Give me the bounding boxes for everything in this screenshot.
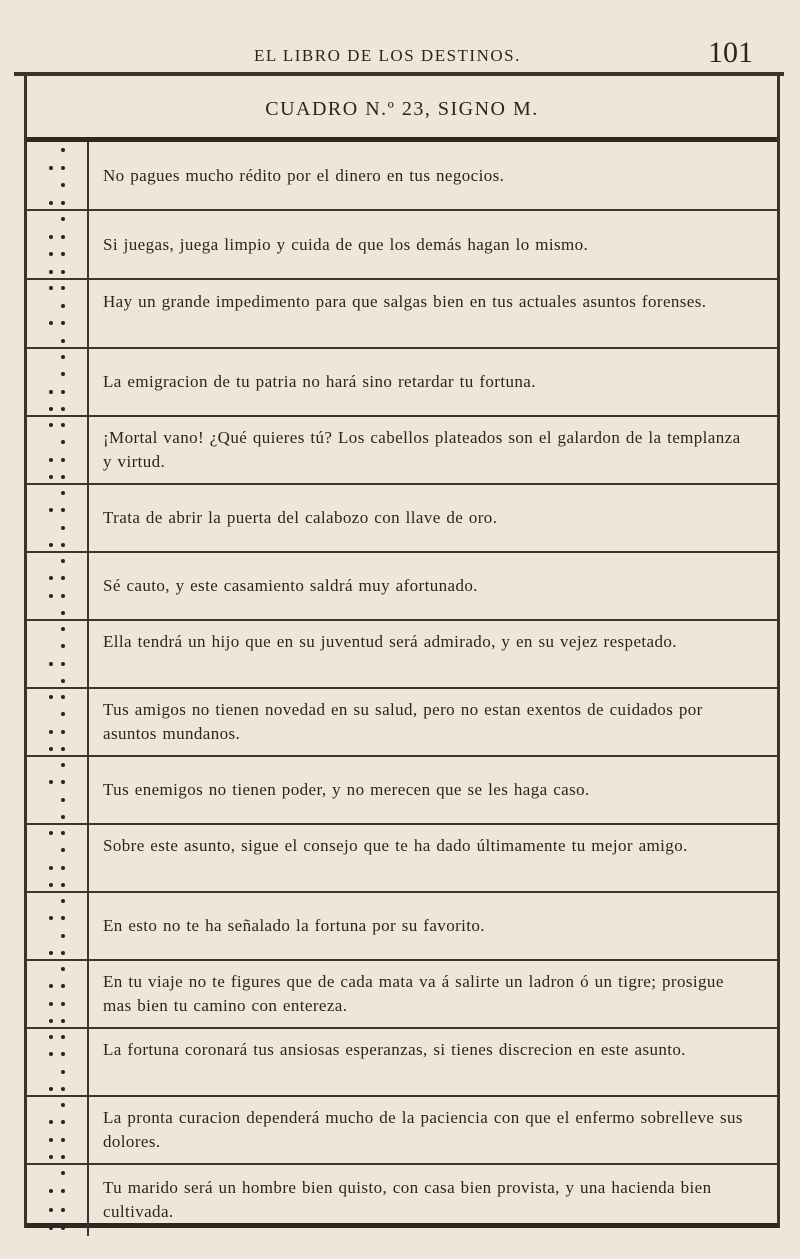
dot-mark [61, 951, 65, 955]
running-title: EL LIBRO DE LOS DESTINOS. [254, 46, 521, 65]
dot-mark [61, 440, 65, 444]
dot-mark [61, 1087, 65, 1091]
dot-mark [61, 1120, 65, 1124]
dot-cell [27, 621, 89, 687]
dot-cell [27, 757, 89, 823]
dot-mark [49, 730, 53, 734]
oracle-text: Tus amigos no tienen novedad en su salud, pero no estan exentos de cuidados por asuntos mundanos. [103, 700, 703, 743]
dot-mark [49, 780, 53, 784]
dot-cell [27, 1165, 89, 1236]
dot-mark [61, 1103, 65, 1107]
dot-mark [61, 611, 65, 615]
dot-mark [49, 831, 53, 835]
dot-mark [61, 883, 65, 887]
dot-mark [49, 475, 53, 479]
table-row [27, 349, 777, 417]
oracle-text: Sobre este asunto, sigue el consejo que te ha dado últimamente tu mejor amigo. [103, 836, 688, 855]
dot-mark [61, 1070, 65, 1074]
dot-mark [61, 201, 65, 205]
dot-mark [61, 355, 65, 359]
table-rows [27, 142, 777, 1236]
dot-mark [49, 166, 53, 170]
oracle-table [24, 76, 780, 1228]
oracle-text: ¡Mortal vano! ¿Qué quieres tú? Los cabellos plateados son el galardon de la templanza y virtud. [103, 428, 741, 471]
dot-mark [61, 695, 65, 699]
dot-cell [27, 689, 89, 755]
dot-mark [61, 712, 65, 716]
oracle-text: No pagues mucho rédito por el dinero en tus negocios. [103, 165, 505, 185]
dot-mark [61, 644, 65, 648]
dot-mark [49, 695, 53, 699]
dot-mark [61, 543, 65, 547]
dot-mark [49, 1226, 53, 1230]
dot-mark [49, 407, 53, 411]
dot-mark [61, 763, 65, 767]
dot-mark [61, 1226, 65, 1230]
dot-mark [61, 848, 65, 852]
dot-mark [61, 780, 65, 784]
dot-mark [61, 252, 65, 256]
dot-cell [27, 893, 89, 959]
dot-mark [49, 235, 53, 239]
dot-mark [61, 679, 65, 683]
dot-mark [61, 407, 65, 411]
dot-mark [61, 1189, 65, 1193]
dot-mark [61, 798, 65, 802]
dot-mark [49, 883, 53, 887]
dot-cell [27, 142, 89, 209]
dot-mark [49, 1087, 53, 1091]
dot-mark [61, 270, 65, 274]
oracle-text: La pronta curacion dependerá mucho de la paciencia con que el enfermo sobrelleve sus dolores. [103, 1108, 743, 1151]
dot-mark [49, 1035, 53, 1039]
dot-mark [61, 183, 65, 187]
dot-mark [61, 217, 65, 221]
dot-mark [61, 730, 65, 734]
dot-mark [61, 372, 65, 376]
dot-mark [61, 559, 65, 563]
dot-mark [61, 662, 65, 666]
page-number: 101 [708, 36, 753, 69]
dot-mark [61, 934, 65, 938]
dot-mark [61, 815, 65, 819]
dot-mark [61, 491, 65, 495]
page-header [0, 36, 800, 76]
dot-mark [61, 627, 65, 631]
dot-mark [49, 1052, 53, 1056]
dot-mark [49, 543, 53, 547]
dot-mark [49, 866, 53, 870]
dot-mark [61, 1052, 65, 1056]
oracle-text: Tu marido será un hombre bien quisto, con casa bien provista, y una hacienda bien cultivada. [103, 1177, 712, 1221]
dot-mark [49, 1189, 53, 1193]
dot-mark [49, 1155, 53, 1159]
table-row [27, 961, 777, 1029]
table-row [27, 689, 777, 757]
dot-mark [61, 866, 65, 870]
dot-mark [49, 458, 53, 462]
oracle-text: La emigracion de tu patria no hará sino retardar tu fortuna. [103, 372, 536, 391]
table-row [27, 553, 777, 621]
dot-mark [49, 423, 53, 427]
dot-cell [27, 485, 89, 551]
dot-cell [27, 280, 89, 347]
dot-mark [61, 475, 65, 479]
dot-cell [27, 553, 89, 619]
dot-mark [61, 423, 65, 427]
dot-mark [61, 508, 65, 512]
oracle-text: En esto no te ha señalado la fortuna por su favorito. [103, 916, 485, 935]
dot-mark [61, 526, 65, 530]
dot-mark [49, 1002, 53, 1006]
dot-mark [49, 1208, 53, 1212]
oracle-text: Tus enemigos no tienen poder, y no merecen que se les haga caso. [103, 780, 590, 799]
dot-mark [61, 339, 65, 343]
dot-mark [61, 1208, 65, 1212]
dot-mark [61, 1171, 65, 1175]
dot-cell [27, 1097, 89, 1163]
dot-mark [49, 286, 53, 290]
table-row [27, 825, 777, 893]
dot-mark [61, 1155, 65, 1159]
table-caption [27, 76, 777, 142]
dot-mark [61, 166, 65, 170]
table-row [27, 757, 777, 825]
dot-mark [61, 148, 65, 152]
table-row [27, 1165, 777, 1236]
dot-mark [61, 967, 65, 971]
dot-mark [61, 576, 65, 580]
table-caption-text: CUADRO N.º 23, SIGNO M. [265, 98, 539, 120]
dot-mark [49, 201, 53, 205]
table-row [27, 142, 777, 211]
dot-mark [61, 747, 65, 751]
table-row [27, 1029, 777, 1097]
dot-mark [49, 1120, 53, 1124]
dot-mark [61, 458, 65, 462]
dot-mark [49, 984, 53, 988]
dot-mark [61, 1138, 65, 1142]
dot-mark [61, 304, 65, 308]
dot-mark [49, 916, 53, 920]
dot-cell [27, 825, 89, 891]
dot-mark [49, 662, 53, 666]
table-row [27, 893, 777, 961]
table-row [27, 485, 777, 553]
table-row [27, 621, 777, 689]
dot-cell [27, 211, 89, 278]
dot-mark [61, 286, 65, 290]
dot-mark [61, 916, 65, 920]
table-row [27, 1097, 777, 1165]
oracle-text: Sé cauto, y este casamiento saldrá muy afortunado. [103, 576, 478, 595]
oracle-text: En tu viaje no te figures que de cada mata va á salirte un ladron ó un tigre; prosigue mas bien tu camino con entereza. [103, 972, 724, 1015]
dot-mark [49, 747, 53, 751]
dot-cell [27, 961, 89, 1027]
oracle-text: La fortuna coronará tus ansiosas esperanzas, si tienes discrecion en este asunto. [103, 1040, 686, 1059]
dot-mark [49, 576, 53, 580]
oracle-text: Ella tendrá un hijo que en su juventud será admirado, y en su vejez respetado. [103, 632, 677, 651]
dot-cell [27, 417, 89, 483]
table-row [27, 211, 777, 280]
dot-mark [49, 321, 53, 325]
dot-mark [61, 831, 65, 835]
dot-mark [49, 508, 53, 512]
dot-mark [49, 1138, 53, 1142]
table-row [27, 280, 777, 349]
dot-mark [49, 390, 53, 394]
dot-mark [49, 270, 53, 274]
dot-mark [61, 1019, 65, 1023]
oracle-text: Si juegas, juega limpio y cuida de que los demás hagan lo mismo. [103, 234, 589, 254]
dot-mark [49, 594, 53, 598]
dot-cell [27, 349, 89, 415]
dot-mark [61, 321, 65, 325]
dot-mark [49, 252, 53, 256]
oracle-text: Hay un grande impedimento para que salgas bien en tus actuales asuntos forenses. [103, 291, 707, 311]
dot-cell [27, 1029, 89, 1095]
dot-mark [49, 951, 53, 955]
dot-mark [61, 1002, 65, 1006]
dot-mark [49, 1019, 53, 1023]
dot-mark [61, 984, 65, 988]
table-row [27, 417, 777, 485]
dot-mark [61, 235, 65, 239]
dot-mark [61, 899, 65, 903]
dot-mark [61, 390, 65, 394]
dot-mark [61, 1035, 65, 1039]
oracle-text: Trata de abrir la puerta del calabozo con llave de oro. [103, 508, 498, 527]
dot-mark [61, 594, 65, 598]
